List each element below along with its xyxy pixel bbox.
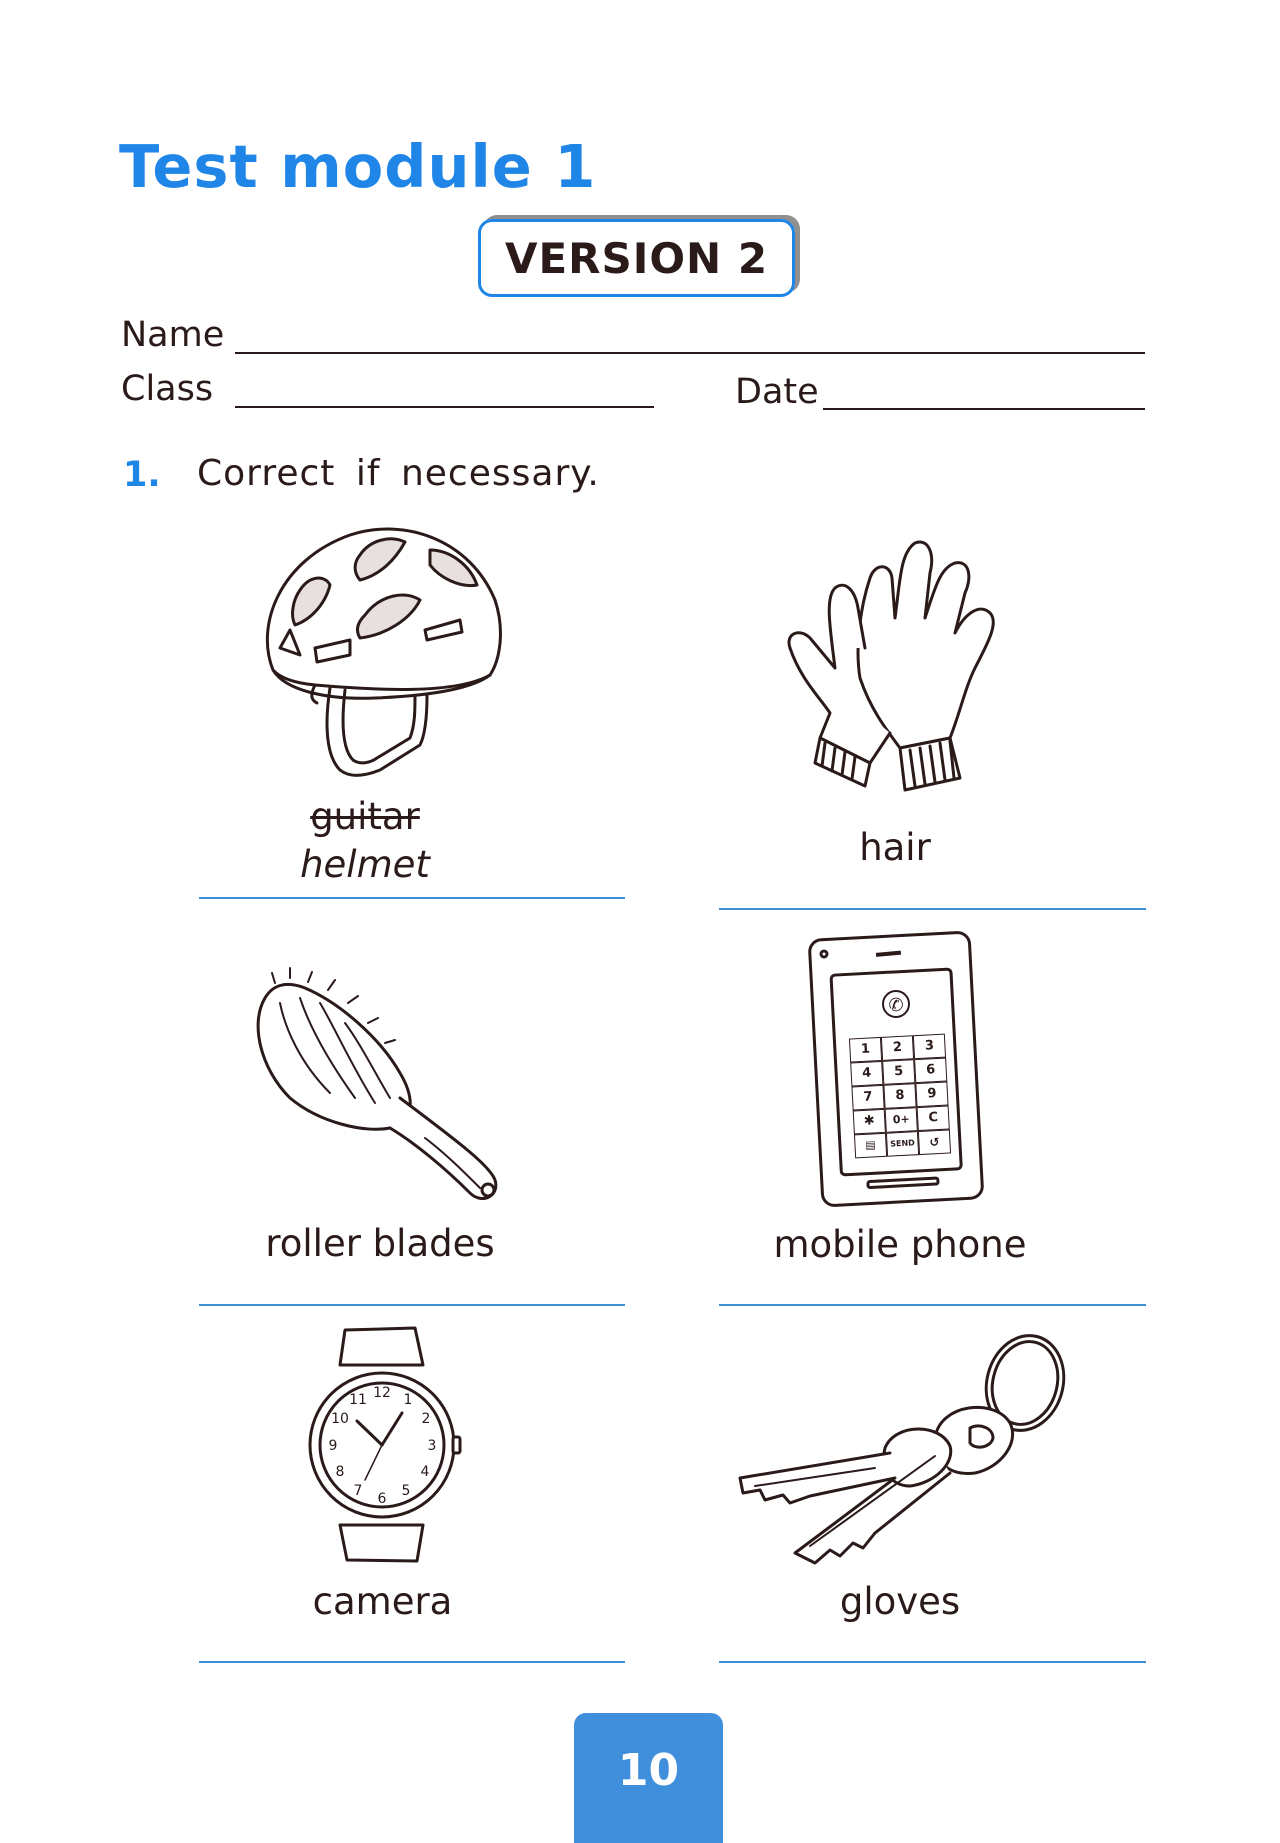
watch-numeral: 5: [401, 1483, 411, 1499]
watch-numeral: 4: [420, 1464, 430, 1480]
item-word-2: hair: [859, 826, 931, 869]
phone-key: 8: [883, 1083, 916, 1109]
item-correction-1: helmet: [300, 843, 430, 886]
hairbrush-picture: [250, 968, 510, 1208]
date-field[interactable]: [823, 408, 1145, 410]
watch-numeral: 8: [335, 1464, 345, 1480]
phone-key: C: [917, 1105, 950, 1131]
item-word-1: guitar: [310, 795, 420, 838]
answer-line-6[interactable]: [719, 1661, 1146, 1663]
watch-numeral: 6: [377, 1491, 387, 1507]
phone-key: 7: [851, 1085, 884, 1111]
answer-line-1[interactable]: [199, 897, 625, 899]
watch-numeral: 9: [328, 1438, 338, 1454]
phone-key: 1: [849, 1037, 882, 1063]
watch-numeral: 2: [421, 1411, 431, 1427]
mobile-phone-picture: [812, 932, 985, 1208]
name-label: Name: [121, 315, 225, 355]
svg-text:✆: ✆: [888, 995, 904, 1016]
page-number: 10: [617, 1745, 680, 1796]
watch-numeral: 10: [331, 1411, 349, 1427]
watch-numeral: 12: [373, 1385, 391, 1401]
class-field[interactable]: [235, 406, 654, 408]
page-title: Test module 1: [119, 132, 597, 201]
phone-key: 0+: [885, 1107, 918, 1133]
phone-key: 2: [881, 1035, 914, 1061]
task-number: 1.: [123, 455, 161, 495]
phone-key: SEND: [886, 1131, 919, 1157]
answer-line-3[interactable]: [199, 1304, 625, 1306]
task-instruction: Correct if necessary.: [197, 453, 600, 494]
watch-numeral: 7: [353, 1483, 363, 1499]
gloves-picture: [780, 528, 1010, 808]
answer-line-5[interactable]: [199, 1661, 625, 1663]
version-label: VERSION 2: [504, 233, 769, 283]
phone-key: ↺: [918, 1129, 951, 1155]
item-word-4: mobile phone: [773, 1223, 1027, 1266]
answer-line-4[interactable]: [719, 1304, 1146, 1306]
item-word-6: gloves: [839, 1580, 961, 1623]
phone-keypad: [849, 1034, 951, 1159]
phone-key: 5: [882, 1059, 915, 1085]
item-word-3: roller blades: [265, 1222, 495, 1265]
watch-picture: [305, 1325, 460, 1565]
page-number-tab: [574, 1713, 723, 1843]
phone-key: 4: [850, 1061, 883, 1087]
date-label: Date: [735, 372, 819, 412]
name-field[interactable]: [235, 352, 1145, 354]
answer-line-2[interactable]: [719, 908, 1146, 910]
watch-numeral: 11: [349, 1392, 367, 1408]
item-word-5: camera: [312, 1580, 453, 1623]
helmet-picture: [255, 520, 505, 795]
phone-key: ▤: [854, 1133, 887, 1159]
phone-key: ✱: [853, 1109, 886, 1135]
phone-key: 6: [914, 1058, 947, 1084]
class-label: Class: [121, 369, 214, 409]
keys-picture: [735, 1328, 1065, 1568]
phone-key: 9: [915, 1082, 948, 1108]
phone-key: 3: [913, 1034, 946, 1060]
watch-numeral: 1: [403, 1392, 413, 1408]
version-badge: [478, 219, 795, 297]
watch-numeral: 3: [427, 1438, 437, 1454]
